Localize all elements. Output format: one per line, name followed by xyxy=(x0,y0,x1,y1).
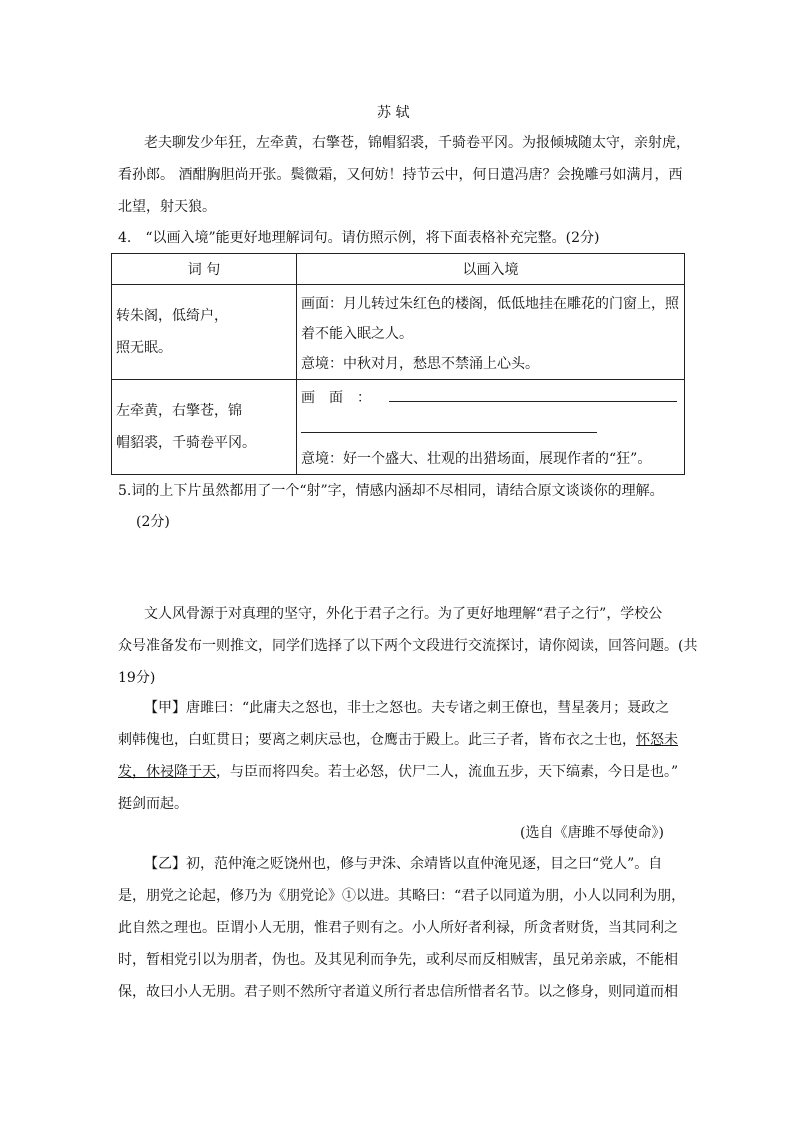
answer-blank-1[interactable] xyxy=(389,387,677,402)
intro-line-2: 众号准备发布一则推文，同学们选择了以下两个文段进行交流探讨，请你阅读，回答问题。(共 xyxy=(118,638,698,654)
poem-line-2: 看孙郎。 酒酣胸胆尚开张。鬓微霜，又何妨！持节云中，何日遣冯唐？会挽雕弓如满月，西 xyxy=(118,167,683,183)
verse-2-line-2: 帽貂裘，千骑卷平冈。 xyxy=(116,435,256,451)
picture-2-answer-line-2 xyxy=(301,418,680,439)
passage-a-underlined-2: 发，休祲降于天 xyxy=(118,764,216,780)
picture-2-label: 画 面 ： xyxy=(301,390,371,406)
passage-a-line-3 xyxy=(118,762,678,782)
poem-author: 苏 轼 xyxy=(377,105,410,121)
passage-a-line-1: 【甲】唐雎曰：“此庸夫之怒也，非士之怒也。夫专诸之刺王僚也，彗星袭月；聂政之 xyxy=(144,700,670,716)
verse-1-line-1: 转朱阁，低绮户， xyxy=(116,308,228,324)
picture-1-line-2: 着不能入眠之人。 xyxy=(301,326,413,342)
verse-cell-2 xyxy=(112,380,297,475)
passage-b-line-4: 时，暂相党引以为朋者，伪也。及其见利而争先，或利尽而反相贼害，虽兄弟亲戚，不能相 xyxy=(118,952,678,968)
mood-1: 意境：中秋对月，愁思不禁涌上心头。 xyxy=(301,356,539,372)
poem-line-3: 北望，射天狼。 xyxy=(118,199,216,215)
picture-2-answer-line-1 xyxy=(301,387,680,408)
header-picture: 以画入境 xyxy=(297,254,685,285)
passage-a-line-4: 挺剑而起。 xyxy=(118,796,188,812)
passage-a-line-3-text: ，与臣而将四矣。若士必怒，伏尸二人，流血五步，天下缟素，今日是也。” xyxy=(216,764,679,780)
passage-b-line-1: 【乙】初，范仲淹之贬饶州也，修与尹洙、余靖皆以直仲淹见逐，目之曰“党人”。自 xyxy=(144,856,663,872)
passage-a-line-2 xyxy=(118,730,678,750)
picture-1-line-1: 画面：月儿转过朱红色的楼阁，低低地挂在雕花的门窗上，照 xyxy=(301,296,679,312)
passage-a-underlined-1: 怀怒未 xyxy=(636,732,678,748)
verse-2-line-1: 左牵黄，右擎苍，锦 xyxy=(116,403,242,419)
intro-line-3: 19分) xyxy=(118,670,156,686)
picture-cell-2 xyxy=(297,380,685,475)
passage-a-line-2-text: 刺韩傀也，白虹贯日；要离之刺庆忌也，仓鹰击于殿上。此三子者，皆布衣之士也， xyxy=(118,732,636,748)
verse-cell-1 xyxy=(112,285,297,380)
question-5-line-2: (2分) xyxy=(136,514,170,530)
passage-a-source: (选自《唐雎不辱使命》) xyxy=(520,825,664,841)
question-5-line-1: 5.词的上下片虽然都用了一个“射”字，情感内涵却不尽相同，请结合原文谈谈你的理解。 xyxy=(118,483,664,499)
passage-b-line-3: 此自然之理也。臣谓小人无朋，惟君子则有之。小人所好者利禄，所贪者财货，当其同利之 xyxy=(118,920,678,936)
mood-2: 意境：好一个盛大、壮观的出猎场面，展现作者的“狂”。 xyxy=(301,451,652,467)
picture-cell-1 xyxy=(297,285,685,380)
table-row xyxy=(112,285,685,380)
passage-b-line-5: 保，故曰小人无朋。君子则不然所守者道义所行者忠信所惜者名节。以之修身，则同道而相 xyxy=(118,984,678,1000)
verse-1-line-2: 照无眠。 xyxy=(116,340,172,356)
comparison-table xyxy=(111,253,685,475)
table-header-row xyxy=(112,254,685,285)
poem-line-1: 老夫聊发少年狂，左牵黄，右擎苍，锦帽貂裘，千骑卷平冈。为报倾城随太守，亲射虎， xyxy=(144,135,690,151)
table-row xyxy=(112,380,685,475)
passage-b-line-2: 是，朋党之论起，修乃为《朋党论》①以进。其略曰：“君子以同道为朋，小人以同利为朋， xyxy=(118,888,686,904)
header-verse: 词 句 xyxy=(112,254,297,285)
answer-blank-2[interactable] xyxy=(301,418,597,433)
intro-line-1: 文人风骨源于对真理的坚守，外化于君子之行。为了更好地理解“君子之行”，学校公 xyxy=(144,606,663,622)
question-4: 4. “以画入境”能更好地理解词句。请仿照示例，将下面表格补充完整。(2分) xyxy=(118,230,600,246)
